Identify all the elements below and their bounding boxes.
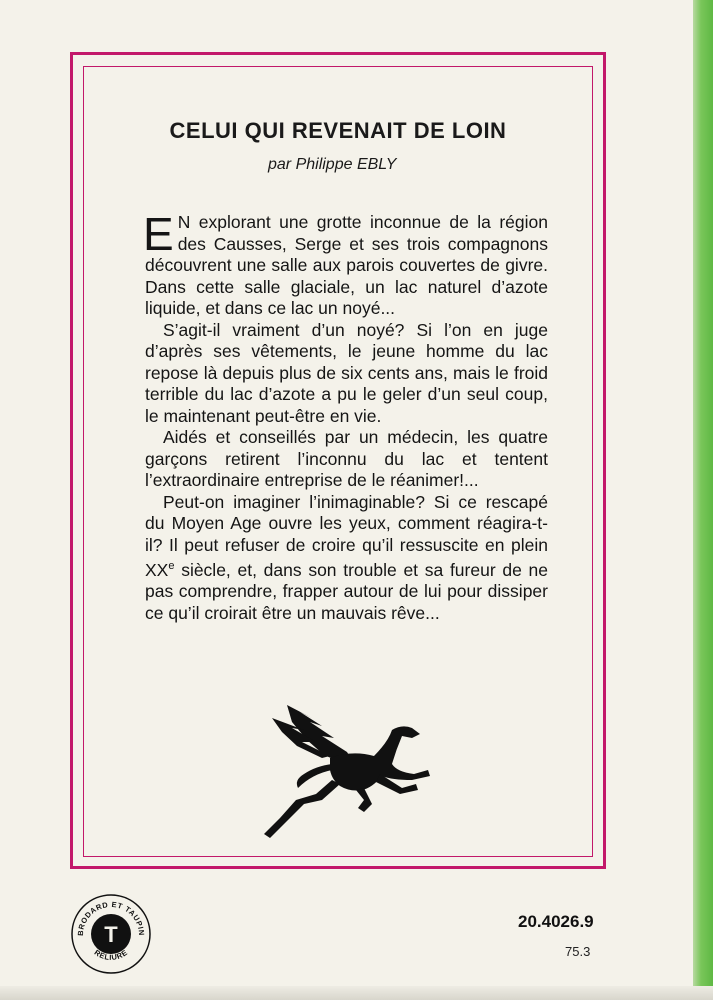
pegasus-logo-icon bbox=[252, 700, 432, 845]
book-author: par Philippe EBLY bbox=[268, 156, 397, 173]
drop-cap: E bbox=[143, 208, 174, 260]
spine-edge bbox=[693, 0, 713, 1000]
catalog-code: 20.4026.9 bbox=[518, 912, 594, 931]
blurb-paragraph-4 bbox=[145, 492, 548, 625]
blurb-paragraph-3: Aidés et conseillés par un médecin, les quatre garçons retirent l’inconnu du lac et tentent l’extraordinaire entreprise de le réanimer!... bbox=[145, 427, 548, 490]
publisher-seal bbox=[70, 893, 152, 975]
print-code: 75.3 bbox=[565, 944, 591, 959]
bottom-edge bbox=[0, 986, 713, 1000]
blurb-paragraph-1 bbox=[143, 208, 548, 320]
blurb-paragraph-4-a: Peut-on imaginer l’inimaginable? Si ce rescapé du Moyen Age ouvre les yeux, comment réagira-t-il? Il peut refuser de croire qu’il ressuscite en plein XX bbox=[145, 491, 548, 580]
book-title: CELUI QUI REVENAIT DE LOIN bbox=[169, 118, 507, 143]
superscript-e: e bbox=[168, 560, 175, 572]
blurb bbox=[143, 208, 548, 624]
seal-bottom-text: RELIURE bbox=[92, 947, 130, 962]
blurb-paragraph-2: S’agit-il vraiment d’un noyé? Si l’on en juge d’après ses vêtements, le jeune homme du lac repose là depuis plus de six cents ans, mais le froid terrible du lac d’azote a pu le geler d’un seul coup, le maintenant peut-être en vie. bbox=[145, 319, 548, 426]
seal-top-text: BRODARD ET TAUPIN bbox=[75, 899, 147, 937]
blurb-paragraph-1-text: N explorant une grotte inconnue de la région des Causses, Serge et ses trois compagnons découvrent une salle aux parois couvertes de givre. Dans cette salle glaciale, un lac naturel d’azote liquide, et dans ce lac un noyé... bbox=[145, 212, 548, 318]
seal-letter: T bbox=[104, 922, 118, 947]
blurb-paragraph-4-b: siècle, et, dans son trouble et sa fureur de ne pas comprendre, frapper autour de lui pour dissiper ce qu’il croirait être un mauvais rêve... bbox=[145, 559, 548, 623]
